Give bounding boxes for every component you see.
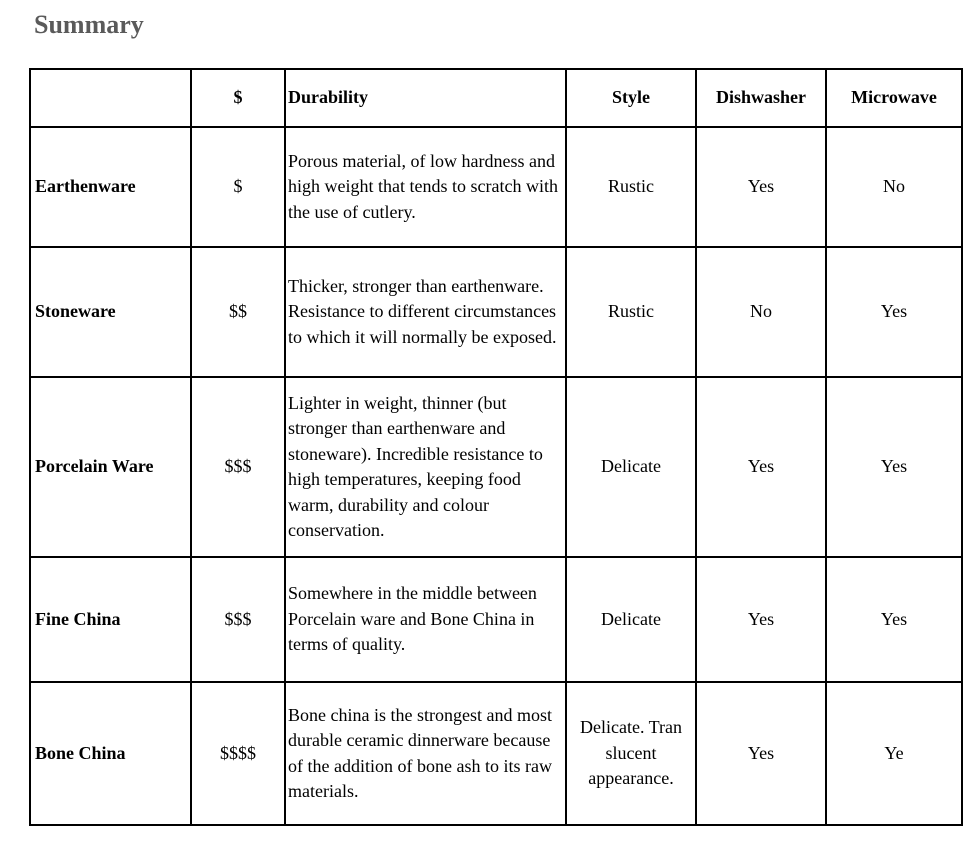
style-text: Delicate. Tran slucent appearance. [580,717,682,789]
header-material [30,69,191,127]
dishwasher-cell: Yes [696,377,826,557]
durability-cell [285,247,566,377]
price-cell: $ [191,127,285,247]
durability-cell [285,377,566,557]
microwave-cell: No [826,127,962,247]
microwave-cell: Yes [826,247,962,377]
material-name: Earthenware [30,127,191,247]
table-header-row [30,69,962,127]
style-text: Rustic [607,301,654,322]
dishwasher-cell: Yes [696,557,826,682]
style-text: Delicate [601,456,661,477]
price-cell: $$$ [191,557,285,682]
table-row [30,127,962,247]
table-row [30,557,962,682]
price-cell: $$ [191,247,285,377]
material-name: Fine China [30,557,191,682]
price-cell: $$$ [191,377,285,557]
style-cell [566,247,696,377]
table-row [30,682,962,825]
durability-text: Bone china is the strongest and most durable ceramic dinnerware because of the addition of bone ash to its raw materials. [288,704,552,801]
table-row [30,247,962,377]
header-durability: Durability [285,69,566,127]
material-name: Bone China [30,682,191,825]
table-row [30,377,962,557]
dishwasher-cell: No [696,247,826,377]
style-cell [566,377,696,557]
dishwasher-cell: Yes [696,682,826,825]
material-name: Stoneware [30,247,191,377]
style-cell [566,557,696,682]
durability-text: Porous material, of low hardness and high weight that tends to scratch with the use of cutlery. [288,150,558,222]
durability-text: Lighter in weight, thinner (but stronger than earthenware and stoneware). Incredible resistance to high temperatures, keeping food warm, durability and colour conservation. [288,392,543,540]
durability-cell [285,127,566,247]
microwave-cell: Yes [826,377,962,557]
page-title: Summary [34,10,144,39]
microwave-cell: Yes [826,557,962,682]
durability-cell [285,682,566,825]
style-text: Rustic [607,176,654,197]
dishwasher-cell: Yes [696,127,826,247]
microwave-cell: Ye [826,682,962,825]
style-cell [566,127,696,247]
header-price: $ [191,69,285,127]
price-cell: $$$$ [191,682,285,825]
header-dishwasher: Dishwasher [696,69,826,127]
durability-cell [285,557,566,682]
durability-text: Somewhere in the middle between Porcelain ware and Bone China in terms of quality. [288,583,537,655]
style-cell [566,682,696,825]
style-text: Delicate [601,608,661,629]
summary-table [29,68,963,826]
header-style: Style [566,69,696,127]
header-microwave: Microwave [826,69,962,127]
material-name: Porcelain Ware [30,377,191,557]
durability-text: Thicker, stronger than earthenware. Resistance to different circumstances to which it will normally be exposed. [288,275,557,347]
